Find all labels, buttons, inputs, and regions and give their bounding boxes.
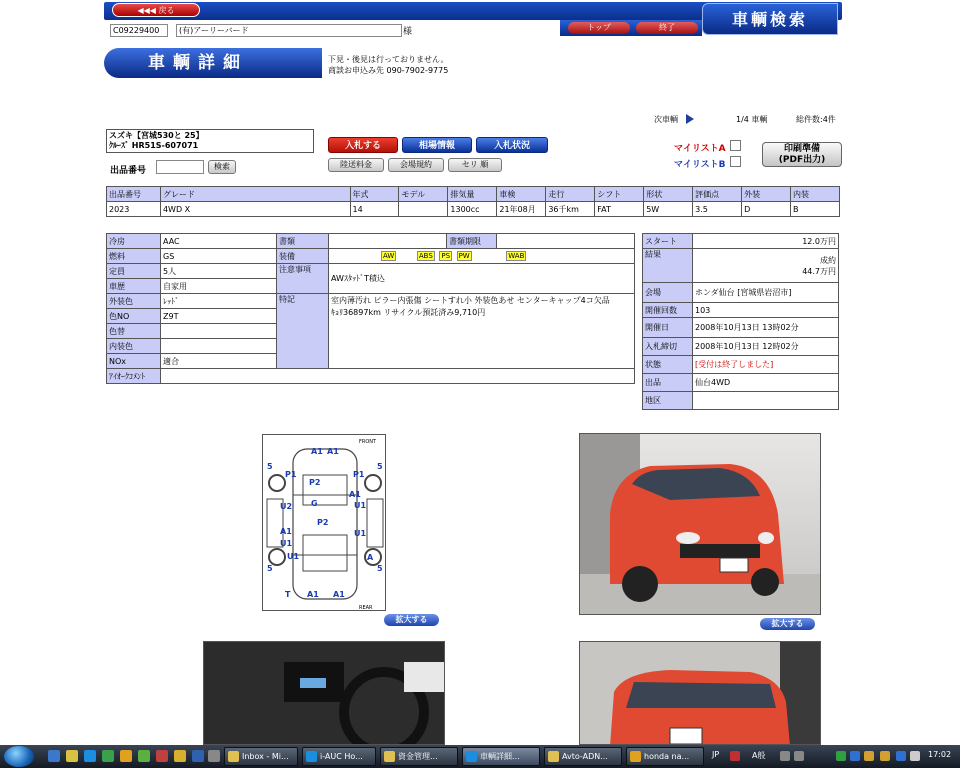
taskbar-item[interactable]: 資金管理... (380, 747, 458, 766)
damage-mark: P2 (317, 518, 329, 527)
next-vehicle-link[interactable]: 次車輌 (654, 115, 678, 124)
notes-label: 特記 (277, 294, 329, 369)
shipping-fee-button[interactable]: 陸送料金 (328, 158, 384, 172)
spec-header-row (107, 187, 840, 202)
venue-label: 会場 (643, 283, 693, 303)
spec-header-cell: 年式 (350, 187, 399, 202)
color-value: ﾚｯﾄﾞ (161, 294, 277, 309)
app-icon[interactable] (120, 750, 132, 762)
lot-number-input[interactable] (156, 160, 204, 174)
docs-expiry-label: 書類期限 (447, 234, 497, 249)
app-icon[interactable] (208, 750, 220, 762)
exhibit-label: 出品 (643, 374, 693, 392)
repaint-value (161, 324, 277, 339)
repaint-label: 色替 (107, 324, 161, 339)
venue-rules-button[interactable]: 会場規約 (388, 158, 444, 172)
folder-icon (384, 751, 395, 762)
car-photo-front-svg (580, 434, 821, 615)
taskbar-item[interactable]: i-AUC Ho... (302, 747, 376, 766)
spec-header-cell: モデル (399, 187, 448, 202)
spec-header-cell: 車検 (497, 187, 546, 202)
tray-icon[interactable] (880, 751, 890, 761)
spec-header-cell: シフト (595, 187, 644, 202)
docs-label: 書類 (277, 234, 329, 249)
session-value: 103 (693, 303, 839, 318)
damage-mark: P1 (353, 470, 365, 479)
fuel-label: 燃料 (107, 249, 161, 264)
back-arrow-icon: ◀◀◀ (137, 6, 159, 15)
result-status: 成約 (820, 255, 836, 265)
damage-mark: 5 (267, 462, 273, 471)
taskbar-item[interactable]: Avto-ADN... (544, 747, 622, 766)
damage-mark: A (367, 553, 374, 562)
aircon-label: 冷房 (107, 234, 161, 249)
app-icon[interactable] (156, 750, 168, 762)
damage-mark: A1 (333, 590, 345, 599)
equip-tag: AW (383, 252, 395, 260)
spec-table (106, 186, 840, 217)
damage-mark: U2 (280, 502, 293, 511)
next-arrow-icon[interactable] (686, 114, 694, 124)
notes-line-1: 室内薄汚れ ピラー内張傷 シートすれ小 外装色あせ センターキャップ4コ欠品 (331, 296, 610, 305)
comment-value (161, 369, 635, 384)
notes-value (329, 294, 635, 369)
caution-value: AWｽﾀｯﾄﾞT積込 (329, 264, 635, 294)
mylist-b-label: マイリストB (674, 160, 726, 170)
comment-label: ｱｲｵｰｸｺﾒﾝﾄ (107, 369, 161, 384)
inspection-diagram[interactable] (262, 434, 386, 611)
spec-header-cell: 出品番号 (107, 187, 161, 202)
result-value (693, 249, 839, 283)
status-value: [受付は終了しました] (693, 356, 839, 374)
capacity-value: 5人 (161, 264, 277, 279)
diagram-rear-label: REAR (359, 605, 373, 611)
taskbar-item[interactable]: honda na... (626, 747, 704, 766)
result-label: 結果 (643, 249, 693, 283)
diagram-front-label: FRONT (359, 439, 377, 445)
back-button[interactable]: ◀◀◀ 戻る (112, 3, 200, 17)
damage-mark: 5 (377, 462, 383, 471)
damage-mark: A1 (311, 447, 323, 456)
equip-value (329, 249, 635, 264)
damage-mark: 5 (267, 564, 273, 573)
print-label: 印刷準備 (783, 144, 820, 154)
start-value: 12.0万円 (693, 234, 839, 249)
colorno-value: Z9T (161, 309, 277, 324)
tray-icon[interactable] (780, 751, 790, 761)
ie-icon (306, 751, 317, 762)
vehicle-search-link[interactable]: 車輌検索 (702, 3, 838, 35)
page-title: 車輌詳細 (104, 48, 322, 78)
spec-header-cell: 走行 (546, 187, 595, 202)
interior-value (161, 339, 277, 354)
car-name-box (106, 129, 314, 153)
ie-icon (466, 751, 477, 762)
total-count: 総件数:4件 (796, 115, 836, 124)
date-label: 開催日 (643, 318, 693, 338)
mail-icon (228, 751, 239, 762)
auction-order-button[interactable]: セリ 順 (448, 158, 502, 172)
spec-value-cell: 3.5 (693, 202, 742, 217)
tray-icon[interactable] (864, 751, 874, 761)
history-value: 自家用 (161, 279, 277, 294)
notice-line-2: 商談お申込み先 090-7902-9775 (328, 66, 449, 75)
start-button[interactable] (4, 746, 34, 767)
status-label: 状態 (643, 356, 693, 374)
tray-icon[interactable] (836, 751, 846, 761)
spec-header-cell: 外装 (742, 187, 791, 202)
spec-header-cell: 評価点 (693, 187, 742, 202)
tray-icon[interactable] (794, 751, 804, 761)
taskbar-item[interactable]: 車輌詳細... (462, 747, 540, 766)
spec-value-cell: 14 (350, 202, 399, 217)
mylist-b-checkbox[interactable] (730, 156, 741, 167)
clock[interactable]: 17:02 (928, 750, 952, 759)
damage-mark: A1 (349, 490, 361, 499)
history-label: 車歴 (107, 279, 161, 294)
spec-value-cell: 4WD X (160, 202, 350, 217)
spec-header-cell: 形状 (644, 187, 693, 202)
market-info-button[interactable]: 相場情報 (402, 137, 472, 153)
bid-button[interactable]: 入札する (328, 137, 398, 153)
exhibit-value: 仙台4WD (693, 374, 839, 392)
spec-value-cell: 36千km (546, 202, 595, 217)
tray-icon[interactable] (896, 751, 906, 761)
app-icon[interactable] (102, 750, 114, 762)
damage-mark: U1 (280, 539, 293, 548)
colorno-label: 色NO (107, 309, 161, 324)
end-button[interactable]: 終了 (636, 22, 698, 34)
bid-status-button[interactable]: 入札状況 (476, 137, 548, 153)
notice-line-1: 下見・後見は行っておりません。 (328, 55, 449, 64)
damage-mark: P2 (309, 478, 321, 487)
region-value (693, 392, 839, 410)
damage-mark: A1 (327, 447, 339, 456)
capacity-label: 定員 (107, 264, 161, 279)
print-pdf-button[interactable] (762, 142, 842, 167)
spec-value-cell: 21年08月 (497, 202, 546, 217)
zoom-diagram-button[interactable]: 拡大する (384, 614, 439, 626)
deadline-label: 入札締切 (643, 338, 693, 356)
car-diagram-svg (263, 435, 387, 612)
nox-label: NOx (107, 354, 161, 369)
damage-mark: 5 (377, 564, 383, 573)
mylist-a-checkbox[interactable] (730, 140, 741, 151)
spec-value-cell: 1300cc (448, 202, 497, 217)
app-icon[interactable] (192, 750, 204, 762)
date-value: 2008年10月13日 13時02分 (693, 318, 839, 338)
equip-tag: PS (441, 252, 451, 260)
equip-label: 装備 (277, 249, 329, 264)
damage-mark: G (311, 499, 318, 508)
spec-value-cell: B (791, 202, 840, 217)
car-photo-interior-svg (204, 642, 445, 745)
caution-label: 注意事項 (277, 264, 329, 294)
help-icon[interactable] (730, 751, 740, 761)
language-indicator[interactable]: JP (712, 750, 720, 759)
spec-value-cell: FAT (595, 202, 644, 217)
honorific: 様 (403, 27, 413, 37)
spec-header-cell: グレード (160, 187, 350, 202)
spec-value-cell: 2023 (107, 202, 161, 217)
member-name: (有)アーリーバード (176, 24, 402, 37)
venue-value: ホンダ仙台 [宮城県岩沼市] (693, 283, 839, 303)
car-photo-rear-svg (580, 642, 821, 745)
zoom-photo-button[interactable]: 拡大する (760, 618, 815, 630)
lot-number-label: 出品番号 (110, 166, 147, 176)
network-icon[interactable] (850, 751, 860, 761)
region-label: 地区 (643, 392, 693, 410)
equip-tag: ABS (418, 252, 433, 260)
nox-value: 適合 (161, 354, 277, 369)
damage-mark: U1 (287, 552, 300, 561)
car-photo-interior[interactable] (203, 641, 445, 745)
damage-mark: A1 (307, 590, 319, 599)
spec-header-cell: 内装 (791, 187, 840, 202)
car-name-line-2: ｸﾙｰｽﾞ HR51S-607071 (109, 141, 199, 150)
ime-indicator[interactable]: A般 (752, 751, 766, 760)
start-label: スタート (643, 234, 693, 249)
ie-icon[interactable] (84, 750, 96, 762)
mylist-a-label: マイリストA (674, 144, 726, 154)
spec-header-cell: 排気量 (448, 187, 497, 202)
damage-mark: P1 (285, 470, 297, 479)
notes-line-2: ｷｮﾘ36897km リサイクル預託済み9,710円 (331, 308, 486, 317)
folder-icon[interactable] (66, 750, 78, 762)
app-icon[interactable] (174, 750, 186, 762)
fuel-value: GS (161, 249, 277, 264)
docs-expiry-value (497, 234, 635, 249)
taskbar-item[interactable]: Inbox - Mi... (224, 747, 298, 766)
equip-tag: WAB (508, 252, 525, 260)
damage-mark: A1 (280, 527, 292, 536)
app-icon (630, 751, 641, 762)
pdf-label: (PDF出力) (778, 155, 826, 165)
result-price: 44.7万円 (802, 266, 836, 276)
spec-value-cell: 5W (644, 202, 693, 217)
spec-value-row (107, 202, 840, 217)
damage-mark: U1 (354, 529, 367, 538)
auction-table (642, 233, 839, 410)
show-desktop-icon[interactable] (48, 750, 60, 762)
damage-mark: U1 (354, 501, 367, 510)
car-photo-front[interactable] (579, 433, 821, 615)
docs-value (329, 234, 447, 249)
car-photo-rear[interactable] (579, 641, 821, 745)
app-icon[interactable] (138, 750, 150, 762)
interior-label: 内装色 (107, 339, 161, 354)
member-number: C09229400 (110, 24, 168, 37)
damage-mark: T (285, 590, 291, 599)
spec-value-cell: D (742, 202, 791, 217)
equip-tag: PW (458, 252, 470, 260)
folder-icon (548, 751, 559, 762)
aircon-value: AAC (161, 234, 277, 249)
top-button[interactable]: トップ (568, 22, 630, 34)
page-count: 1/4 車輌 (736, 115, 768, 124)
detail-table (106, 233, 635, 384)
car-name-line-1: スズキ【宮城530と 25】 (109, 131, 204, 140)
session-label: 開催回数 (643, 303, 693, 318)
spec-value-cell (399, 202, 448, 217)
lot-search-button[interactable]: 検索 (208, 160, 236, 174)
color-label: 外装色 (107, 294, 161, 309)
deadline-value: 2008年10月13日 12時02分 (693, 338, 839, 356)
volume-icon[interactable] (910, 751, 920, 761)
